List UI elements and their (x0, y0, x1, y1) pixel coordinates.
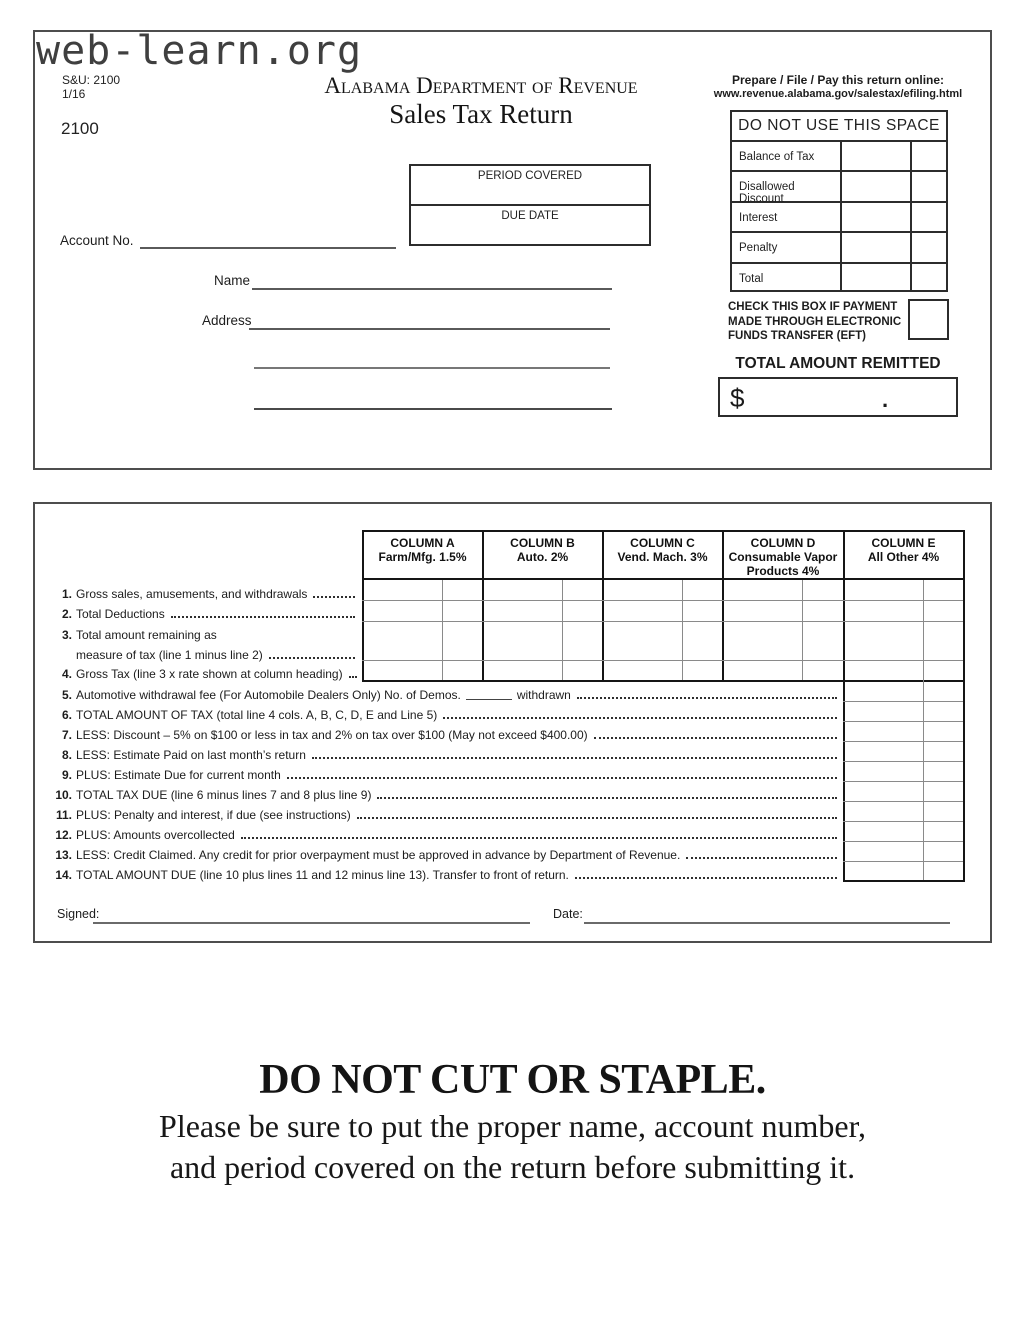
address-field-line-2[interactable] (254, 367, 610, 369)
column-c-header (604, 533, 721, 578)
grid-line (362, 578, 965, 580)
total-amount-remitted-label: TOTAL AMOUNT REMITTED (735, 355, 941, 372)
table-row (732, 262, 946, 292)
column-title: COLUMN E (871, 536, 936, 550)
total-amount-remitted-field[interactable] (718, 377, 958, 417)
agency-name: Alabama Department of Revenue (324, 73, 638, 98)
date-label: Date: (553, 907, 583, 921)
dot-leader (377, 797, 837, 799)
notice-line: and period covered on the return before submitting it. (169, 1149, 856, 1185)
form-line-12 (52, 827, 840, 842)
column-title: COLUMN C (630, 536, 695, 550)
column-b-amount-cells[interactable] (484, 582, 601, 680)
column-d-amount-cells[interactable] (724, 582, 842, 680)
form-line-6 (52, 707, 840, 722)
row-label-disallowed-discount: Disallowed Discount (739, 181, 795, 206)
form-line-2 (52, 606, 358, 621)
form-line-9 (52, 767, 840, 782)
table-row (732, 231, 946, 261)
line-number: 1. (61, 587, 72, 601)
account-no-label: Account No. (60, 233, 134, 248)
line-number: 12. (55, 828, 72, 842)
office-use-cell (840, 264, 910, 292)
eft-checkbox-label: CHECK THIS BOX IF PAYMENT MADE THROUGH ELECTRONIC FUNDS TRANSFER (EFT) (728, 301, 902, 342)
column-title: COLUMN D (750, 536, 816, 550)
address-field[interactable] (249, 328, 610, 330)
column-title: COLUMN A (390, 536, 455, 550)
period-covered-field[interactable] (411, 166, 649, 206)
account-number-field[interactable] (140, 247, 396, 249)
column-c-amount-cells[interactable] (604, 582, 721, 680)
date-field[interactable] (584, 922, 950, 924)
line-text: measure of tax (line 1 minus line 2) (76, 648, 263, 662)
form-line-1 (52, 586, 358, 601)
line-number: 13. (55, 848, 72, 862)
form-line-4 (52, 666, 358, 681)
column-a-amount-cells[interactable] (364, 582, 481, 680)
site-logo: web-learn.org (36, 28, 363, 74)
row-label-balance-of-tax: Balance of Tax (739, 151, 815, 163)
line-text: TOTAL TAX DUE (line 6 minus lines 7 and 8 plus line 9) (76, 788, 372, 802)
column-e-line5-14-cells[interactable] (845, 683, 962, 879)
grid-line (843, 880, 965, 882)
line-text: TOTAL AMOUNT OF TAX (total line 4 cols. A, B, C, D, E and Line 5) (76, 708, 438, 722)
period-covered-label: PERIOD COVERED (477, 170, 583, 182)
column-e-header (845, 533, 962, 578)
column-subtitle: Vend. Mach. 3% (617, 550, 708, 564)
grid-line (362, 530, 965, 532)
line-text: Automotive withdrawal fee (For Automobile Dealers Only) No. of Demos. (76, 688, 461, 702)
table-row (732, 170, 946, 206)
column-subtitle: Consumable Vapor Products 4% (728, 550, 838, 578)
dot-leader (575, 877, 837, 879)
do-not-cut-notice-title: DO NOT CUT OR STAPLE. (259, 1057, 766, 1103)
form-title: Sales Tax Return (389, 99, 573, 129)
form-line-7 (52, 727, 840, 742)
row-label-interest: Interest (739, 211, 778, 224)
line-number: 5. (61, 688, 72, 702)
office-use-cell (910, 142, 946, 170)
address-field-line-3[interactable] (254, 408, 612, 410)
dot-leader (357, 817, 837, 819)
office-use-cell (840, 203, 910, 231)
table-row (732, 201, 946, 231)
address-label: Address (202, 313, 252, 328)
dot-leader (349, 676, 357, 678)
do-not-cut-notice-body (0, 1106, 1025, 1188)
line-number: 8. (61, 748, 72, 762)
dot-leader (171, 616, 355, 618)
column-subtitle: All Other 4% (867, 550, 940, 564)
signed-label: Signed: (57, 907, 100, 921)
do-not-use-title: DO NOT USE THIS SPACE (738, 117, 940, 134)
column-a-header (364, 533, 481, 578)
name-label: Name (214, 273, 251, 288)
due-date-label: DUE DATE (501, 210, 559, 222)
grid-line (362, 680, 965, 682)
line-number: 10. (55, 788, 72, 802)
efile-url: www.revenue.alabama.gov/salestax/efiling.html (713, 88, 963, 100)
line-number: 3. (61, 628, 72, 642)
form-number: 2100 (61, 119, 99, 138)
line-number: 11. (55, 808, 72, 822)
due-date-field[interactable] (411, 206, 649, 246)
form-line-10 (52, 787, 840, 802)
column-b-header (484, 533, 601, 578)
dot-leader (686, 857, 837, 859)
column-subtitle: Farm/Mfg. 1.5% (378, 550, 467, 564)
line-number: 4. (61, 667, 72, 681)
signature-field[interactable] (93, 922, 530, 924)
line-text: Total amount remaining as (76, 628, 217, 642)
name-field[interactable] (252, 288, 612, 290)
form-line-13 (52, 847, 840, 862)
line-text: LESS: Credit Claimed. Any credit for prior overpayment must be approved in advance by Department of Revenue. (76, 848, 681, 862)
line-number: 7. (61, 728, 72, 742)
line-text: Gross Tax (line 3 x rate shown at column heading) (76, 667, 343, 681)
decimal-point: . (882, 387, 889, 412)
column-d-header (724, 533, 842, 578)
form-line-5 (52, 687, 840, 702)
line-text: Total Deductions (76, 607, 165, 621)
period-box (409, 164, 651, 246)
office-use-cell (910, 233, 946, 261)
form-revision: 1/16 (62, 87, 86, 101)
line-text: withdrawn (516, 688, 571, 702)
line-number: 14. (55, 868, 72, 882)
dot-leader (443, 717, 837, 719)
line-text: LESS: Estimate Paid on last month’s return (76, 748, 306, 762)
efile-instruction: Prepare / File / Pay this return online: (731, 73, 945, 87)
column-subtitle: Auto. 2% (516, 550, 569, 564)
office-use-cell (840, 233, 910, 261)
dot-leader (577, 697, 837, 699)
form-line-3-continued (76, 647, 358, 662)
office-use-cell (910, 172, 946, 200)
eft-checkbox[interactable] (908, 299, 949, 340)
line-text: PLUS: Penalty and interest, if due (see instructions) (76, 808, 351, 822)
demos-count-field[interactable] (466, 699, 512, 700)
form-line-3 (52, 627, 217, 642)
office-use-cell (840, 172, 910, 200)
line-text: PLUS: Amounts overcollected (76, 828, 235, 842)
column-title: COLUMN B (510, 536, 575, 550)
form-line-8 (52, 747, 840, 762)
office-use-cell (910, 203, 946, 231)
form-line-14 (52, 867, 840, 882)
office-use-cell (840, 142, 910, 170)
line-number: 9. (61, 768, 72, 782)
line-text: TOTAL AMOUNT DUE (line 10 plus lines 11 and 12 minus line 13). Transfer to front of return. (76, 868, 569, 882)
dot-leader (312, 757, 837, 759)
table-row (732, 140, 946, 170)
dot-leader (287, 777, 837, 779)
dot-leader (594, 737, 837, 739)
currency-symbol: $ (730, 383, 745, 413)
do-not-use-box (730, 110, 948, 292)
grid-line (963, 530, 965, 882)
form-code: S&U: 2100 (62, 73, 121, 87)
notice-line: Please be sure to put the proper name, account number, (159, 1108, 866, 1144)
line-number: 6. (61, 708, 72, 722)
line-number: 2. (61, 607, 72, 621)
office-use-cell (910, 264, 946, 292)
line-text: LESS: Discount – 5% on $100 or less in tax and 2% on tax over $100 (May not exceed $400.00) (76, 728, 588, 742)
line-text: Gross sales, amusements, and withdrawals (76, 587, 308, 601)
row-label-penalty: Penalty (739, 242, 778, 255)
dot-leader (313, 596, 355, 598)
row-label-total: Total (739, 272, 764, 285)
form-line-11 (52, 807, 840, 822)
dot-leader (241, 837, 837, 839)
column-e-amount-cells[interactable] (845, 582, 962, 680)
line-text: PLUS: Estimate Due for current month (76, 768, 281, 782)
dot-leader (269, 657, 355, 659)
